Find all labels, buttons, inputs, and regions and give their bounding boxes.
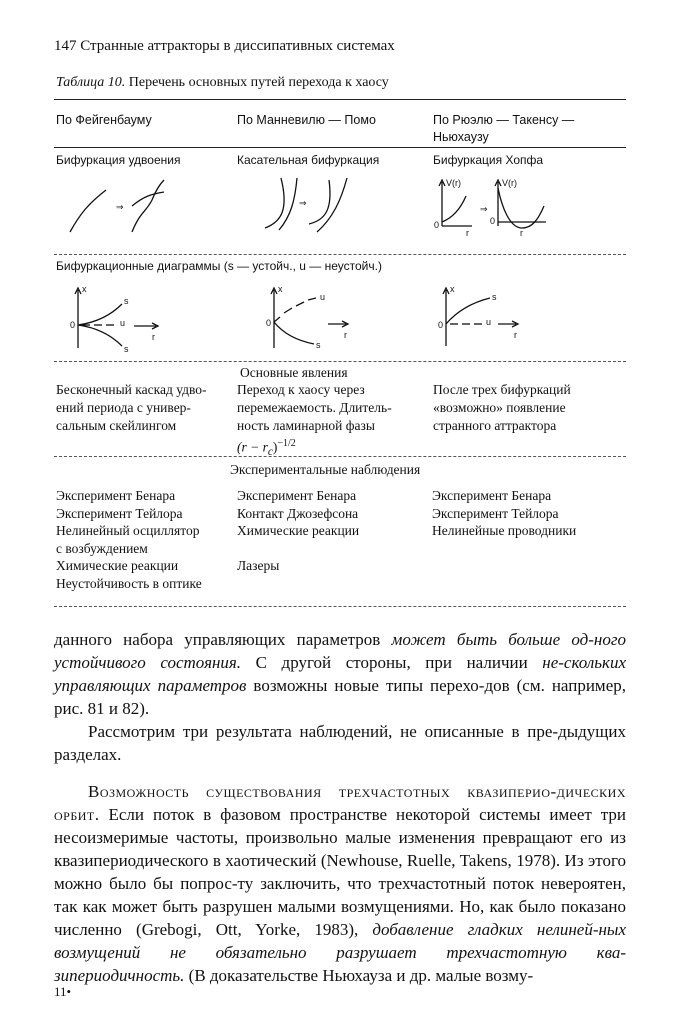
laminar-phase-formula	[237, 435, 392, 461]
printer-signature: 11•	[54, 984, 72, 999]
experiment-item: Лазеры	[237, 558, 280, 573]
stable-label-lower: s	[124, 344, 129, 354]
experiment-item: Эксперимент Бенара	[237, 488, 357, 503]
phenomena-line: ений периода с универ-	[56, 400, 191, 415]
formula-prefix: (r − r	[237, 439, 268, 455]
branch-stable	[274, 322, 314, 344]
curve-after	[132, 180, 164, 232]
column-heading-feigenbaum: По Фейгенбауму	[56, 113, 152, 127]
page-number: 147	[54, 38, 77, 54]
experiment-item: Эксперимент Тейлора	[56, 505, 183, 521]
v-label-1: V(r)	[446, 178, 461, 188]
phenomena-line: После трех бифуркаций	[433, 382, 571, 397]
zero-label-2: 0	[490, 216, 496, 226]
paragraph-2: Рассмотрим три результата наблюдений, не описанные в пре-дыдущих разделах.	[54, 722, 626, 764]
section-rule-2	[54, 361, 626, 362]
diagram-hopf	[430, 280, 550, 360]
diagram-heading: Бифуркационные диаграммы (s — устойч., u — неустойч.)	[56, 259, 382, 273]
r-label: r	[514, 330, 517, 340]
zero-label: 0	[266, 318, 272, 328]
zero-label: 0	[70, 320, 76, 330]
experiments-manneville	[237, 487, 359, 575]
experiment-item: Нелинейные проводники	[432, 523, 577, 538]
dash-4	[308, 298, 316, 300]
body-text	[54, 628, 626, 987]
table-top-rule	[54, 99, 626, 100]
experiment-item: Химические реакции	[56, 558, 179, 573]
r-label-2: r	[520, 228, 523, 238]
unstable-label: u	[486, 317, 492, 327]
v-label-2: V(r)	[502, 178, 517, 188]
experiment-item: Эксперимент Бенара	[56, 488, 176, 503]
running-head	[54, 38, 395, 55]
line-after	[317, 178, 347, 232]
phenomena-line: ность ламинарной фазы	[237, 418, 375, 433]
phenomena-line: странного аттрактора	[433, 418, 557, 433]
phenomena-line: «возможно» появление	[433, 400, 566, 415]
phenomena-line: Переход к хаосу через	[237, 382, 365, 397]
r-label: r	[152, 332, 155, 342]
experiment-item	[237, 540, 359, 558]
phenomena-ruelle	[433, 381, 571, 435]
curve-before	[70, 190, 106, 232]
zero-label: 0	[438, 320, 444, 330]
formula-suffix: )	[272, 439, 278, 455]
experiments-ruelle	[432, 487, 576, 540]
column-heading-rule	[54, 147, 626, 148]
table-caption-label: Таблица 10.	[56, 75, 126, 90]
zero-label-1: 0	[434, 220, 440, 230]
unstable-label: u	[320, 292, 326, 302]
branch-stable-upper	[78, 304, 122, 325]
branch-stable-lower	[78, 325, 122, 346]
stable-label-upper: s	[124, 296, 129, 306]
column-heading-ruelle	[433, 112, 574, 146]
formula-exponent: −1/2	[277, 438, 296, 449]
curve-before	[265, 178, 284, 228]
unstable-label: u	[120, 318, 126, 328]
curve-after-line	[132, 192, 164, 206]
experiment-item: Неустойчивость в оптике	[56, 575, 202, 591]
curve-after	[309, 180, 330, 224]
phenomena-line: перемежаемость. Длитель-	[237, 400, 392, 415]
section-rule-3	[54, 456, 626, 457]
table-caption-text: Перечень основных путей перехода к хаосу	[128, 75, 389, 90]
paragraph-3: Возможность существования трехчастотных квазиперио-дических орбит. Если поток в фазовом пространстве некоторой системы имеет три несоизмеримые частоты, произвольно малые изменения превращают его из квазипериодического в хаотический (Newhouse, Ruelle, Takens, 1978). Из этого можно было бы попрос-ту заключить, что трехчастотный поток невероятен, так как может быть разрушен малыми возмущениями. Но, как было показано численно (Grebogi, Ott, Yorke, 1983), добавление гладких нелиней-ных возмущений не обязательно разрушает трехчастотную ква-зипериодичность. (В доказательстве Ньюхауза и др. малые возму-	[54, 782, 626, 985]
bifurcation-label-doubling: Бифуркация удвоения	[56, 153, 181, 167]
sketch-arrow: ⇒	[480, 204, 488, 214]
bifurcation-label-hopf: Бифуркация Хопфа	[433, 153, 544, 167]
dash-3	[296, 302, 304, 306]
diagram-saddle-node	[258, 280, 378, 360]
sketch-tangent	[255, 172, 365, 242]
sketch-hopf	[428, 172, 558, 242]
x-label: x	[278, 284, 283, 294]
dash-1	[274, 317, 280, 322]
dash-2	[284, 308, 292, 313]
experiment-item: Химические реакции	[237, 523, 360, 538]
section-heading-three-frequency: Возможность существования трехчастотных квазиперио-дических орбит.	[54, 782, 626, 824]
x-label: x	[450, 284, 455, 294]
experiments-feigenbaum	[56, 487, 202, 592]
phenomena-line: Бесконечный каскад удво-	[56, 382, 207, 397]
line-before	[279, 178, 297, 230]
sketch-period-doubling	[60, 172, 170, 242]
branch-stable	[446, 298, 490, 324]
sketch-arrow: ⇒	[299, 198, 307, 208]
formula-subscript: c	[267, 446, 273, 459]
stable-label: s	[316, 340, 321, 350]
column-heading-manneville: По Манневилю — Помо	[237, 113, 376, 127]
bifurcation-label-tangent: Касательная бифуркация	[237, 153, 380, 167]
experiment-item: Контакт Джозефсона	[237, 505, 359, 521]
phenomena-heading: Основные явления	[240, 365, 348, 380]
column-heading-ruelle-line1: По Рюэлю — Такенсу —	[433, 113, 575, 127]
experiments-heading: Экспериментальные наблюдения	[230, 462, 421, 477]
experiment-item: Нелинейный осциллятор	[56, 523, 200, 538]
phenomena-line: сальным скейлингом	[56, 418, 177, 433]
r-label-1: r	[466, 228, 469, 238]
diagram-pitchfork	[60, 280, 180, 360]
experiment-item: Эксперимент Тейлора	[432, 505, 559, 521]
curve-before	[442, 196, 466, 222]
stable-label: s	[492, 292, 497, 302]
section-rule-1	[54, 254, 626, 255]
experiment-item: с возбуждением	[56, 540, 148, 556]
r-label: r	[344, 330, 347, 340]
running-title: Странные аттракторы в диссипативных системах	[80, 38, 395, 54]
x-label: x	[82, 284, 87, 294]
sketch-arrow: ⇒	[116, 202, 124, 212]
phenomena-manneville	[237, 381, 392, 461]
table-bottom-rule	[54, 606, 626, 607]
column-heading-ruelle-line2: Ньюхаузу	[433, 130, 489, 144]
experiment-item: Эксперимент Бенара	[432, 488, 552, 503]
paragraph-1: данного набора управляющих параметров может быть больше од-ного устойчивого состояния. С другой стороны, при наличии не-скольких управляющих параметров возможны новые типы перехо-дов (см. например, рис. 81 и 82).	[54, 630, 626, 718]
table-caption	[56, 75, 389, 91]
phenomena-feigenbaum	[56, 381, 206, 435]
